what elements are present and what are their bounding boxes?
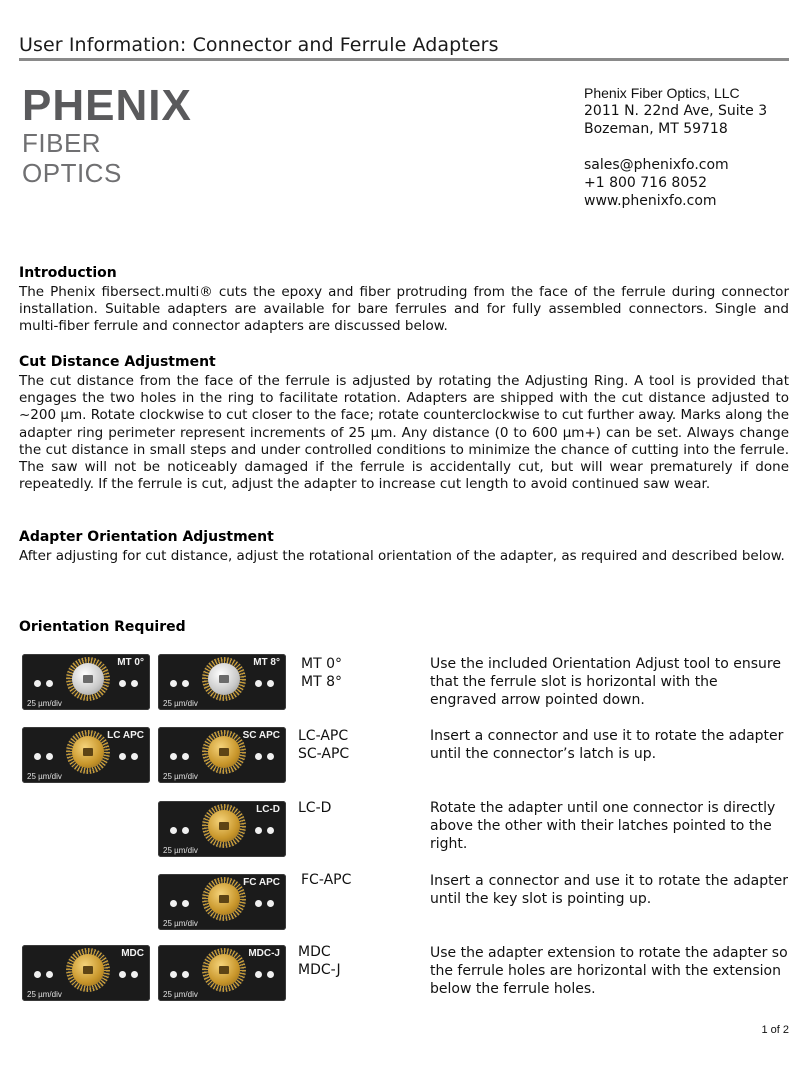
orientation-instruction: Use the adapter extension to rotate the adapter so the ferrule holes are horizontal with the extension below the ferrule holes. — [430, 945, 788, 997]
mount-hole — [119, 680, 126, 687]
scale-label: 25 µm/div — [163, 772, 198, 781]
title-divider — [19, 58, 789, 61]
mount-hole — [255, 753, 262, 760]
adapter-image-fc-apc — [158, 874, 286, 930]
ferrule-slot — [219, 895, 229, 903]
mount-hole — [170, 680, 177, 687]
adjusting-ring — [66, 657, 110, 701]
mount-hole — [34, 971, 41, 978]
ferrule-holder — [72, 736, 104, 768]
ferrule-slot — [219, 822, 229, 830]
scale-label: 25 µm/div — [163, 919, 198, 928]
connector-name: MT 0° — [301, 656, 342, 672]
adjusting-ring — [66, 948, 110, 992]
ferrule-slot — [219, 748, 229, 756]
adapter-image-mdc-j — [158, 945, 286, 1001]
company-logo — [22, 81, 202, 188]
adapter-image-mt0 — [22, 654, 150, 710]
mount-hole — [119, 971, 126, 978]
ferrule-holder — [208, 736, 240, 768]
ferrule-slot — [219, 966, 229, 974]
ferrule-holder — [72, 954, 104, 986]
adapter-label: FC APC — [243, 877, 280, 888]
adapter-label: LC-D — [256, 804, 280, 815]
connector-name: SC-APC — [298, 746, 350, 762]
ferrule-holder — [208, 883, 240, 915]
mount-hole — [267, 900, 274, 907]
adjusting-ring — [202, 730, 246, 774]
mount-hole — [170, 753, 177, 760]
scale-label: 25 µm/div — [163, 846, 198, 855]
mount-hole — [182, 753, 189, 760]
cut-distance-heading: Cut Distance Adjustment — [19, 354, 216, 370]
ferrule-holder — [72, 663, 104, 695]
adjusting-ring — [202, 948, 246, 992]
mount-hole — [267, 971, 274, 978]
mount-hole — [131, 753, 138, 760]
adapter-label: MDC-J — [248, 948, 280, 959]
connector-name: MDC — [298, 944, 331, 960]
phone-number: +1 800 716 8052 — [584, 175, 708, 191]
ferrule-holder — [208, 954, 240, 986]
mount-hole — [255, 971, 262, 978]
mount-hole — [34, 680, 41, 687]
mount-hole — [182, 900, 189, 907]
connector-name: LC-D — [298, 800, 332, 816]
mount-hole — [131, 971, 138, 978]
orientation-instruction: Rotate the adapter until one connector is directly above the other with their latches pointed to the right. — [430, 800, 776, 852]
company-name: Phenix Fiber Optics, LLC — [584, 85, 740, 101]
adapter-image-mt8 — [158, 654, 286, 710]
mount-hole — [46, 753, 53, 760]
website-link[interactable]: www.phenixfo.com — [584, 193, 717, 209]
logo-wordmark: PHENIX — [22, 81, 192, 130]
adapter-label: SC APC — [242, 730, 280, 741]
introduction-heading: Introduction — [19, 265, 117, 281]
email-link[interactable]: sales@phenixfo.com — [584, 157, 729, 173]
mount-hole — [170, 827, 177, 834]
orientation-required-heading: Orientation Required — [19, 619, 186, 635]
scale-label: 25 µm/div — [27, 699, 62, 708]
mount-hole — [170, 971, 177, 978]
address-spacer — [584, 138, 767, 156]
mount-hole — [182, 971, 189, 978]
ferrule-holder — [208, 810, 240, 842]
connector-name: MDC-J — [298, 962, 341, 978]
scale-label: 25 µm/div — [27, 990, 62, 999]
mount-hole — [46, 680, 53, 687]
orientation-instruction: Insert a connector and use it to rotate the adapter until the connector’s latch is up. — [430, 728, 784, 762]
adjusting-ring — [202, 657, 246, 701]
mount-hole — [267, 753, 274, 760]
adapter-label: MDC — [121, 948, 144, 959]
adjusting-ring — [202, 804, 246, 848]
orientation-adjust-text: After adjusting for cut distance, adjust the rotational orientation of the adapter, as required and described below. — [19, 548, 785, 564]
adapter-label: LC APC — [107, 730, 144, 741]
city-address: Bozeman, MT 59718 — [584, 121, 728, 137]
company-address — [584, 84, 767, 210]
connector-name: LC-APC — [298, 728, 349, 744]
mount-hole — [267, 827, 274, 834]
mount-hole — [46, 971, 53, 978]
adapter-image-lc-apc — [22, 727, 150, 783]
scale-label: 25 µm/div — [163, 699, 198, 708]
mount-hole — [255, 827, 262, 834]
connector-name: MT 8° — [301, 674, 342, 690]
adjusting-ring — [202, 877, 246, 921]
mount-hole — [267, 680, 274, 687]
page-title: User Information: Connector and Ferrule Adapters — [19, 34, 499, 56]
mount-hole — [182, 680, 189, 687]
street-address: 2011 N. 22nd Ave, Suite 3 — [584, 103, 768, 119]
mount-hole — [170, 900, 177, 907]
mount-hole — [255, 680, 262, 687]
mount-hole — [182, 827, 189, 834]
adjusting-ring — [66, 730, 110, 774]
adapter-label: MT 0° — [117, 657, 144, 668]
ferrule-holder — [208, 663, 240, 695]
mount-hole — [34, 753, 41, 760]
ferrule-slot — [83, 748, 93, 756]
logo-subtitle: FIBER OPTICS — [22, 128, 122, 188]
adapter-image-sc-apc — [158, 727, 286, 783]
adapter-label: MT 8° — [253, 657, 280, 668]
orientation-adjust-heading: Adapter Orientation Adjustment — [19, 529, 274, 545]
adapter-image-lc-d — [158, 801, 286, 857]
orientation-instruction: Use the included Orientation Adjust tool to ensure that the ferrule slot is horizontal with the engraved arrow pointed down. — [430, 656, 781, 708]
mount-hole — [131, 680, 138, 687]
ferrule-slot — [83, 966, 93, 974]
connector-name: FC-APC — [301, 872, 352, 888]
adapter-image-mdc — [22, 945, 150, 1001]
orientation-instruction: Insert a connector and use it to rotate the adapter until the key slot is pointing up. — [430, 873, 788, 907]
cut-distance-text: The cut distance from the face of the ferrule is adjusted by rotating the Adjusting Ring. A tool is provided that engages the two holes in the ring to facilitate rotation. Adapters are shipped with the cut distance adjusted to ~200 µm. Rotate clockwise to cut closer to the face; rotate counterclockwise to cut further away. Marks along the adapter ring perimeter represent increments of 25 µm. Any distance (0 to 600 µm+) can be set. Always change the cut distance in small steps and under controlled conditions to minimize the chance of cutting into the ferrule. The saw will not be noticeably damaged if the ferrule is accidentally cut, but will wear prematurely if done repeatedly. If the ferrule is cut, adjust the adapter to increase cut length to avoid continued saw wear. — [19, 373, 789, 493]
scale-label: 25 µm/div — [27, 772, 62, 781]
ferrule-slot — [219, 675, 229, 683]
page-number: 1 of 2 — [761, 1024, 789, 1036]
ferrule-slot — [83, 675, 93, 683]
introduction-text: The Phenix fibersect.multi® cuts the epoxy and fiber protruding from the face of the ferrule during connector installation. Suitable adapters are available for bare ferrules and for fully assembled connectors. Single and multi-fiber ferrule and connector adapters are discussed below. — [19, 284, 789, 335]
scale-label: 25 µm/div — [163, 990, 198, 999]
mount-hole — [119, 753, 126, 760]
mount-hole — [255, 900, 262, 907]
